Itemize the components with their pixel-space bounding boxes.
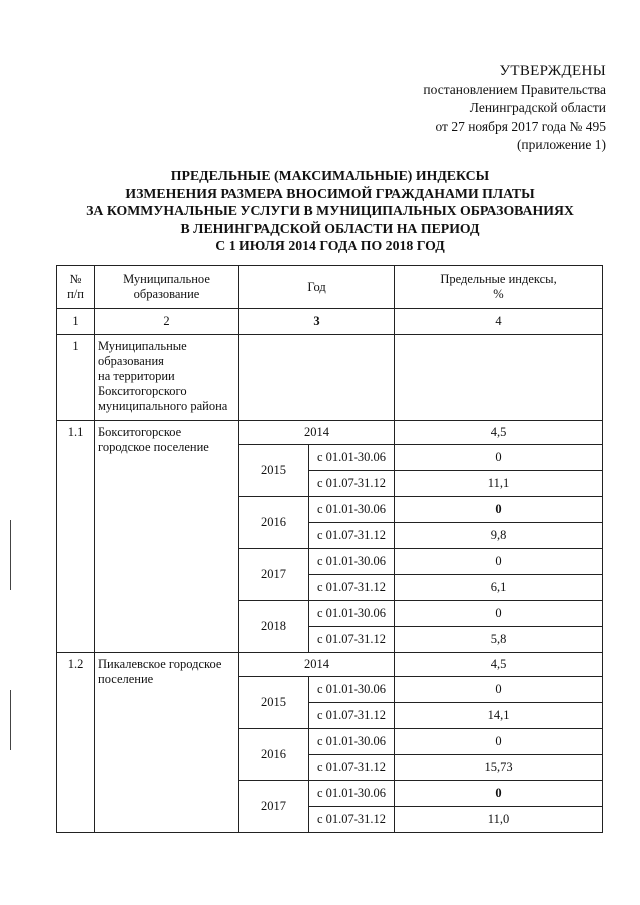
period-cell: с 01.01-30.06 (309, 549, 395, 575)
index-value: 9,8 (395, 523, 603, 549)
period-cell: с 01.01-30.06 (309, 781, 395, 807)
title-line: ЗА КОММУНАЛЬНЫЕ УСЛУГИ В МУНИЦИПАЛЬНЫХ ОБРАЗОВАНИЯХ (86, 203, 574, 218)
section-year-empty (239, 335, 395, 421)
period-cell: с 01.01-30.06 (309, 497, 395, 523)
column-number: 3 (239, 309, 395, 335)
title-line: С 1 ИЮЛЯ 2014 ГОДА ПО 2018 ГОД (215, 238, 445, 253)
index-value: 0 (395, 677, 603, 703)
index-value: 4,5 (395, 421, 603, 445)
approval-line: Ленинградской области (469, 100, 606, 115)
column-number: 2 (95, 309, 239, 335)
year-cell: 2014 (239, 421, 395, 445)
table-row (57, 653, 603, 677)
indices-table (56, 265, 603, 833)
period-cell: с 01.01-30.06 (309, 677, 395, 703)
title-line: В ЛЕНИНГРАДСКОЙ ОБЛАСТИ НА ПЕРИОД (180, 220, 480, 236)
approval-title: УТВЕРЖДЕНЫ (499, 63, 606, 79)
year-cell: 2015 (239, 445, 309, 497)
year-cell: 2015 (239, 677, 309, 729)
index-value: 0 (395, 601, 603, 627)
period-cell: с 01.07-31.12 (309, 471, 395, 497)
year-cell: 2017 (239, 549, 309, 601)
index-value: 5,8 (395, 627, 603, 653)
year-cell: 2017 (239, 781, 309, 833)
municipality-name: Пикалевское городское поселение (95, 653, 239, 833)
header-indices: Предельные индексы, % (395, 266, 603, 309)
index-value: 0 (395, 497, 603, 523)
section-index-empty (395, 335, 603, 421)
row-num: 1.1 (57, 421, 95, 653)
document-title (50, 167, 610, 255)
year-cell: 2014 (239, 653, 395, 677)
index-value: 6,1 (395, 575, 603, 601)
period-cell: с 01.01-30.06 (309, 729, 395, 755)
period-cell: с 01.01-30.06 (309, 445, 395, 471)
index-value: 0 (395, 729, 603, 755)
period-cell: с 01.07-31.12 (309, 807, 395, 833)
index-value: 15,73 (395, 755, 603, 781)
row-num: 1.2 (57, 653, 95, 833)
approval-block (423, 62, 606, 155)
section-name: Муниципальные образования на территории Бокситогорского муниципального района (95, 335, 239, 421)
scan-edge-mark (10, 520, 11, 590)
index-value: 4,5 (395, 653, 603, 677)
section-row (57, 335, 603, 421)
index-value: 11,1 (395, 471, 603, 497)
column-number: 4 (395, 309, 603, 335)
approval-line: постановлением Правительства (423, 81, 606, 97)
header-municipality: Муниципальное образование (95, 266, 239, 309)
index-value: 11,0 (395, 807, 603, 833)
period-cell: с 01.07-31.12 (309, 703, 395, 729)
period-cell: с 01.07-31.12 (309, 755, 395, 781)
year-cell: 2018 (239, 601, 309, 653)
period-cell: с 01.01-30.06 (309, 601, 395, 627)
table-row (57, 421, 603, 445)
period-cell: с 01.07-31.12 (309, 523, 395, 549)
column-numbers-row (57, 309, 603, 335)
period-cell: с 01.07-31.12 (309, 627, 395, 653)
index-value: 0 (395, 549, 603, 575)
column-number: 1 (57, 309, 95, 335)
approval-line: (приложение 1) (516, 137, 606, 152)
approval-line: от 27 ноября 2017 года № 495 (435, 118, 606, 134)
header-row (57, 266, 603, 309)
index-value: 14,1 (395, 703, 603, 729)
section-num: 1 (57, 335, 95, 421)
municipality-name: Бокситогорское городское поселение (95, 421, 239, 653)
period-cell: с 01.07-31.12 (309, 575, 395, 601)
title-line: ИЗМЕНЕНИЯ РАЗМЕРА ВНОСИМОЙ ГРАЖДАНАМИ ПЛАТЫ (125, 185, 535, 201)
header-year: Год (239, 266, 395, 309)
index-value: 0 (395, 781, 603, 807)
scan-edge-mark (10, 690, 11, 750)
year-cell: 2016 (239, 497, 309, 549)
year-cell: 2016 (239, 729, 309, 781)
title-line: ПРЕДЕЛЬНЫЕ (МАКСИМАЛЬНЫЕ) ИНДЕКСЫ (170, 168, 490, 183)
header-num: № п/п (57, 266, 95, 309)
index-value: 0 (395, 445, 603, 471)
